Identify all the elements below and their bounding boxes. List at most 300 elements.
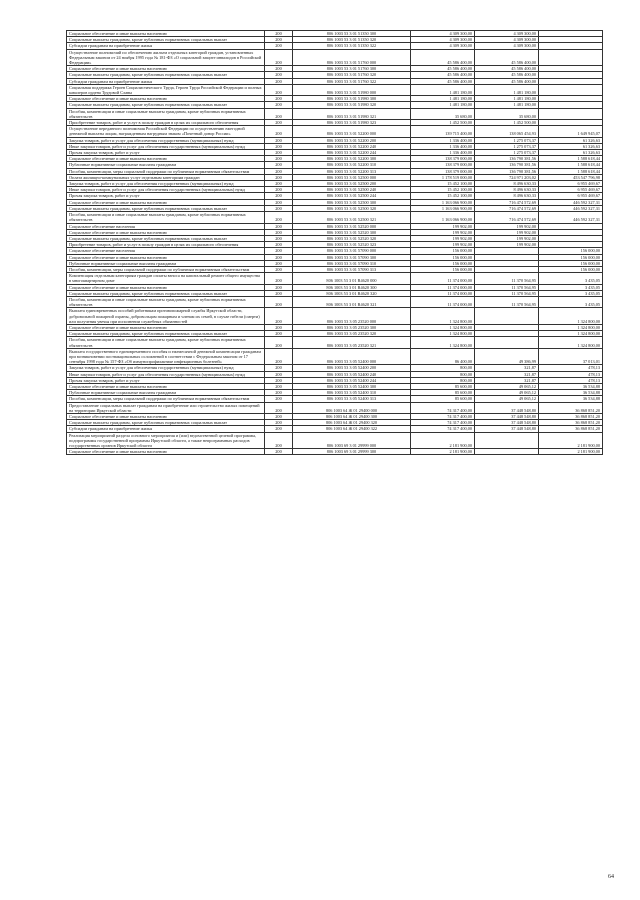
cell-ministry: 200 <box>265 402 293 413</box>
cell-code: 806 1003 53 3 01 52500 321 <box>293 212 411 223</box>
cell-executed: 36 868 851,20 <box>539 420 603 426</box>
table-row <box>67 337 603 348</box>
cell-code: 806 1003 53 3 01 52500 300 <box>293 199 411 205</box>
cell-plan: 4 309 300,00 <box>411 31 475 37</box>
cell-name: Субсидии гражданам на приобретение жилья <box>67 78 265 84</box>
cell-executed: 1 324 800,00 <box>539 331 603 337</box>
cell-code: 806 1003 64 Ж 01 29400 320 <box>293 420 411 426</box>
cell-name: Выплата единовременных пособий работникам противопожарной службы Иркутской области, добровольной пожарной охраны, добровольцам пожарным и членам их семей, в случае гибели (смерти) или получения увечья при исполнении служебных обязанностей <box>67 308 265 325</box>
cell-code: 806 1003 53 3 01 51980 323 <box>293 120 411 126</box>
cell-executed: 36 868 851,20 <box>539 402 603 413</box>
cell-approved: 716 474 572,69 <box>475 212 539 223</box>
cell-plan: 156 000,00 <box>411 260 475 266</box>
cell-name: Выплата государственного единовременного пособия и ежемесячной денежной компенсации гражданам при возникновении поствакцинальных осложнений в соответствии с Федеральным законом от 17 сентября 1998 года № 157-ФЗ «Об иммунопрофилактике инфекционных болезней» <box>67 348 265 365</box>
cell-plan: 156 000,00 <box>411 248 475 254</box>
cell-name: Социальное обеспечение и иные выплаты населению <box>67 324 265 330</box>
cell-executed: 2 181 900,00 <box>539 432 603 449</box>
cell-code: 806 1003 53 3 01 51350 322 <box>293 43 411 49</box>
cell-approved: 4 309 300,00 <box>475 31 539 37</box>
cell-plan: 1 324 800,00 <box>411 337 475 348</box>
table-row <box>67 402 603 413</box>
cell-code: 806 1003 53 3 01 51980 300 <box>293 96 411 102</box>
cell-executed: 478,13 <box>539 371 603 377</box>
table-row <box>67 168 603 174</box>
cell-name: Осуществление переданного полномочия Российской Федерации по осуществлению ежегодной денежной выплаты лицам, награжденным нагрудным знаком «Почетный донор России» <box>67 126 265 137</box>
table-row <box>67 420 603 426</box>
cell-name: Социальная поддержка Героев Социалистического Труда, Героев Труда Российской Федерации и полных кавалеров ордена Трудовой Славы <box>67 84 265 95</box>
cell-code: 806 1003 53 3 01 52520 323 <box>293 242 411 248</box>
cell-name: Социальное обеспечение и иные выплаты населению <box>67 284 265 290</box>
cell-ministry: 200 <box>265 235 293 241</box>
cell-approved: 49 065,12 <box>475 390 539 396</box>
cell-ministry: 200 <box>265 126 293 137</box>
cell-approved: 45 586 400,00 <box>475 49 539 66</box>
cell-code: 806 1003 53 3 05 52400 200 <box>293 365 411 371</box>
cell-ministry: 200 <box>265 187 293 193</box>
cell-executed: 1 588 618,44 <box>539 162 603 168</box>
cell-code: 806 1003 53 3 01 52200 313 <box>293 168 411 174</box>
cell-code: 806 1003 53 3 01 52200 240 <box>293 143 411 149</box>
cell-plan: 1 481 180,00 <box>411 102 475 108</box>
cell-name: Прочая закупка товаров, работ и услуг <box>67 150 265 156</box>
table-row <box>67 156 603 162</box>
table-row <box>67 174 603 180</box>
table-row <box>67 37 603 43</box>
table-row <box>67 126 603 137</box>
cell-executed: 156 000,00 <box>539 266 603 272</box>
cell-plan: 138 379 000,00 <box>411 156 475 162</box>
cell-name: Социальное обеспечение и иные выплаты населению <box>67 199 265 205</box>
table-row <box>67 273 603 284</box>
cell-plan: 85 600,00 <box>411 383 475 389</box>
cell-executed: 478,13 <box>539 365 603 371</box>
table-row <box>67 143 603 149</box>
cell-code: 806 1003 53 3 01 51980 000 <box>293 84 411 95</box>
cell-code: 806 1003 53 3 01 R4620 321 <box>293 296 411 307</box>
cell-ministry: 200 <box>265 414 293 420</box>
cell-ministry: 200 <box>265 156 293 162</box>
cell-plan: 74 317 400,00 <box>411 414 475 420</box>
cell-code: 806 1003 53 3 01 51760 322 <box>293 78 411 84</box>
cell-approved: 199 902,00 <box>475 223 539 229</box>
cell-ministry: 200 <box>265 273 293 284</box>
cell-ministry: 200 <box>265 432 293 449</box>
cell-ministry: 200 <box>265 449 293 455</box>
cell-approved: 35 680,00 <box>475 108 539 119</box>
table-row <box>67 284 603 290</box>
cell-approved: 716 474 572,69 <box>475 205 539 211</box>
cell-ministry: 200 <box>265 331 293 337</box>
cell-approved: 136 790 381,56 <box>475 162 539 168</box>
cell-name: Социальные выплаты гражданам, кроме публичных нормативных социальных выплат <box>67 102 265 108</box>
cell-code: 806 1003 53 3 05 52400 313 <box>293 396 411 402</box>
cell-code: 806 1003 53 3 05 52400 000 <box>293 348 411 365</box>
cell-approved: 321,87 <box>475 371 539 377</box>
cell-code: 806 1003 53 3 05 23520 000 <box>293 308 411 325</box>
cell-ministry: 200 <box>265 199 293 205</box>
cell-ministry: 200 <box>265 248 293 254</box>
cell-code: 806 1003 53 3 05 52400 240 <box>293 371 411 377</box>
cell-name: Социальное обеспечение и иные выплаты населению <box>67 31 265 37</box>
table-row <box>67 43 603 49</box>
cell-name: Пособия, компенсации и иные социальные выплаты гражданам, кроме публичных нормативных обязательств <box>67 108 265 119</box>
cell-plan: 1 336 400,00 <box>411 137 475 143</box>
cell-plan: 1 336 400,00 <box>411 150 475 156</box>
cell-code: 806 1003 64 Ж 01 29400 300 <box>293 414 411 420</box>
cell-ministry: 200 <box>265 324 293 330</box>
cell-ministry: 200 <box>265 150 293 156</box>
cell-code: 806 1003 53 3 01 57090 000 <box>293 248 411 254</box>
cell-executed: 1 324 800,00 <box>539 324 603 330</box>
cell-name: Иные закупки товаров, работ и услуг для обеспечения государственных (муниципальных) нужд <box>67 371 265 377</box>
cell-plan: 2 181 900,00 <box>411 432 475 449</box>
cell-ministry: 200 <box>265 390 293 396</box>
cell-code: 806 1003 53 3 01 52200 310 <box>293 162 411 168</box>
cell-approved: 49 065,12 <box>475 383 539 389</box>
cell-executed: 156 000,00 <box>539 260 603 266</box>
cell-name: Публичные нормативные социальные выплаты гражданам <box>67 260 265 266</box>
cell-code: 806 1003 53 3 01 51350 320 <box>293 37 411 43</box>
cell-code: 806 1003 53 3 01 52500 244 <box>293 193 411 199</box>
cell-plan: 800,00 <box>411 377 475 383</box>
table-row <box>67 449 603 455</box>
table-row <box>67 235 603 241</box>
cell-approved: 724 971 203,02 <box>475 174 539 180</box>
cell-name: Субсидии гражданам на приобретение жилья <box>67 43 265 49</box>
cell-executed: 2 181 900,00 <box>539 449 603 455</box>
cell-ministry: 200 <box>265 229 293 235</box>
cell-approved: 136 790 381,56 <box>475 156 539 162</box>
cell-name: Приобретение товаров, работ и услуг в пользу граждан в целях их социального обеспечения <box>67 242 265 248</box>
cell-executed <box>539 49 603 66</box>
cell-name: Пособия, компенсации и иные социальные выплаты гражданам, кроме публичных нормативных обязательств <box>67 212 265 223</box>
cell-plan: 45 586 400,00 <box>411 78 475 84</box>
cell-executed: 3 435,05 <box>539 290 603 296</box>
cell-code: 806 1003 53 3 01 52200 000 <box>293 126 411 137</box>
cell-code: 806 1003 53 3 01 R4620 300 <box>293 284 411 290</box>
cell-ministry: 200 <box>265 181 293 187</box>
cell-code: 806 1003 53 3 01 52200 200 <box>293 137 411 143</box>
cell-plan: 85 600,00 <box>411 396 475 402</box>
cell-ministry: 200 <box>265 260 293 266</box>
cell-approved: 138 065 454,93 <box>475 126 539 137</box>
cell-executed: 156 000,00 <box>539 254 603 260</box>
budget-report-sheet <box>66 30 602 455</box>
cell-plan: 74 317 400,00 <box>411 402 475 413</box>
cell-approved: 4 309 300,00 <box>475 43 539 49</box>
cell-name: Социальное обеспечение и иные выплаты населению <box>67 96 265 102</box>
cell-code: 806 1003 53 3 01 52200 300 <box>293 156 411 162</box>
table-row <box>67 120 603 126</box>
cell-approved: 11 370 564,95 <box>475 284 539 290</box>
cell-code: 806 1003 53 3 05 52400 300 <box>293 383 411 389</box>
table-row <box>67 102 603 108</box>
cell-ministry: 200 <box>265 108 293 119</box>
cell-ministry: 200 <box>265 193 293 199</box>
table-row <box>67 390 603 396</box>
cell-ministry: 200 <box>265 72 293 78</box>
cell-code: 806 1003 53 3 01 R4620 320 <box>293 290 411 296</box>
cell-plan: 35 680,00 <box>411 108 475 119</box>
cell-executed: 1 588 618,44 <box>539 156 603 162</box>
cell-code: 806 1003 53 3 01 52500 320 <box>293 205 411 211</box>
cell-name: Пособия, компенсации и иные социальные выплаты гражданам, кроме публичных нормативных обязательств <box>67 296 265 307</box>
cell-executed: 36 534,88 <box>539 383 603 389</box>
cell-executed: 61 326,63 <box>539 143 603 149</box>
cell-approved: 45 586 400,00 <box>475 78 539 84</box>
cell-plan: 45 586 400,00 <box>411 66 475 72</box>
cell-approved: 716 474 572,69 <box>475 199 539 205</box>
table-row <box>67 396 603 402</box>
cell-approved: 136 790 381,56 <box>475 168 539 174</box>
cell-ministry: 200 <box>265 96 293 102</box>
cell-approved: 8 496 630,33 <box>475 181 539 187</box>
cell-plan: 74 317 400,00 <box>411 426 475 432</box>
table-row <box>67 66 603 72</box>
cell-plan: 1 324 800,00 <box>411 308 475 325</box>
cell-ministry: 200 <box>265 84 293 95</box>
cell-plan: 1 163 066 900,00 <box>411 212 475 223</box>
cell-ministry: 200 <box>265 162 293 168</box>
cell-approved: 321,87 <box>475 377 539 383</box>
cell-approved: 8 496 630,33 <box>475 187 539 193</box>
cell-name: Социальные выплаты гражданам, кроме публичных нормативных социальных выплат <box>67 205 265 211</box>
cell-code: 806 1003 53 3 01 51980 320 <box>293 102 411 108</box>
cell-ministry: 200 <box>265 308 293 325</box>
cell-name: Социальное обеспечение и иные выплаты населению <box>67 254 265 260</box>
cell-plan: 199 902,00 <box>411 229 475 235</box>
table-row <box>67 348 603 365</box>
cell-name: Пособия, компенсации и иные социальные выплаты гражданам, кроме публичных нормативных обязательств <box>67 337 265 348</box>
cell-name: Субсидии гражданам на приобретение жилья <box>67 426 265 432</box>
cell-approved: 45 586 400,00 <box>475 72 539 78</box>
cell-approved <box>475 432 539 449</box>
cell-executed: 3 435,05 <box>539 284 603 290</box>
cell-approved: 11 370 564,95 <box>475 296 539 307</box>
cell-name: Публичные нормативные социальные выплаты гражданам <box>67 390 265 396</box>
cell-name: Социальное обеспечение населения <box>67 223 265 229</box>
cell-code: 806 1003 53 3 01 52200 244 <box>293 150 411 156</box>
cell-executed: 37 013,01 <box>539 348 603 365</box>
cell-ministry: 200 <box>265 223 293 229</box>
cell-executed: 478,13 <box>539 377 603 383</box>
table-row <box>67 96 603 102</box>
cell-plan: 199 902,00 <box>411 235 475 241</box>
cell-plan: 1 481 180,00 <box>411 96 475 102</box>
cell-plan: 1 452 500,00 <box>411 120 475 126</box>
cell-code: 806 1003 53 3 01 52500 200 <box>293 181 411 187</box>
cell-ministry: 200 <box>265 49 293 66</box>
cell-ministry: 200 <box>265 426 293 432</box>
table-row <box>67 432 603 449</box>
cell-code: 806 1003 53 3 01 51760 320 <box>293 72 411 78</box>
cell-ministry: 200 <box>265 120 293 126</box>
cell-approved: 321,87 <box>475 365 539 371</box>
cell-ministry: 200 <box>265 383 293 389</box>
cell-executed: 61 326,63 <box>539 150 603 156</box>
cell-plan: 138 379 000,00 <box>411 168 475 174</box>
cell-executed: 1 588 618,44 <box>539 168 603 174</box>
cell-name: Прочая закупка товаров, работ и услуг <box>67 193 265 199</box>
cell-executed: 6 955 469,67 <box>539 193 603 199</box>
cell-ministry: 200 <box>265 143 293 149</box>
cell-approved: 1 275 073,37 <box>475 143 539 149</box>
cell-code: 806 1003 53 3 01 51760 000 <box>293 49 411 66</box>
cell-plan: 138 379 000,00 <box>411 162 475 168</box>
cell-approved <box>475 308 539 325</box>
cell-code: 806 1003 53 3 05 52400 310 <box>293 390 411 396</box>
cell-code: 806 1003 64 Ж 01 29400 322 <box>293 426 411 432</box>
cell-plan: 11 374 000,00 <box>411 290 475 296</box>
cell-plan: 11 374 000,00 <box>411 296 475 307</box>
cell-name: Приобретение товаров, работ и услуг в пользу граждан в целях их социального обеспечения <box>67 120 265 126</box>
cell-plan: 139 715 400,00 <box>411 126 475 137</box>
cell-code: 806 1003 53 3 01 52520 300 <box>293 229 411 235</box>
cell-code: 806 1003 53 3 05 23520 321 <box>293 337 411 348</box>
cell-ministry: 200 <box>265 43 293 49</box>
cell-plan: 4 309 300,00 <box>411 43 475 49</box>
cell-plan: 1 481 180,00 <box>411 84 475 95</box>
cell-plan: 4 309 300,00 <box>411 37 475 43</box>
table-row <box>67 187 603 193</box>
cell-ministry: 200 <box>265 137 293 143</box>
table-row <box>67 31 603 37</box>
table-row <box>67 108 603 119</box>
cell-plan: 199 902,00 <box>411 223 475 229</box>
cell-plan: 1 178 519 000,00 <box>411 174 475 180</box>
table-row <box>67 137 603 143</box>
cell-plan: 1 163 066 900,00 <box>411 205 475 211</box>
cell-ministry: 200 <box>265 102 293 108</box>
cell-plan: 86 400,00 <box>411 348 475 365</box>
cell-code: 806 1003 53 3 01 52520 320 <box>293 235 411 241</box>
cell-approved: 11 370 564,95 <box>475 273 539 284</box>
cell-executed: 446 592 327,31 <box>539 212 603 223</box>
cell-plan: 1 336 400,00 <box>411 143 475 149</box>
cell-name: Социальное обеспечение населения <box>67 248 265 254</box>
cell-approved: 199 902,00 <box>475 229 539 235</box>
cell-ministry: 200 <box>265 168 293 174</box>
cell-executed <box>539 84 603 95</box>
cell-executed: 36 868 851,20 <box>539 426 603 432</box>
cell-code: 806 1003 53 3 05 52400 244 <box>293 377 411 383</box>
cell-approved: 37 448 548,80 <box>475 426 539 432</box>
table-row <box>67 162 603 168</box>
cell-ministry: 200 <box>265 290 293 296</box>
cell-name: Пособия, компенсации, меры социальной поддержки по публичным нормативным обязательствам <box>67 266 265 272</box>
cell-code: 806 1003 69 3 01 29999 000 <box>293 432 411 449</box>
cell-ministry: 200 <box>265 205 293 211</box>
cell-code: 806 1003 53 3 01 57090 300 <box>293 254 411 260</box>
cell-executed: 453 547 796,98 <box>539 174 603 180</box>
cell-code: 806 1003 69 3 01 29999 300 <box>293 449 411 455</box>
cell-code: 806 1003 53 3 01 57090 310 <box>293 260 411 266</box>
cell-plan: 85 600,00 <box>411 390 475 396</box>
cell-plan: 1 163 066 900,00 <box>411 199 475 205</box>
cell-code: 806 1003 53 3 01 52500 240 <box>293 187 411 193</box>
cell-approved <box>475 449 539 455</box>
cell-ministry: 200 <box>265 78 293 84</box>
cell-approved: 199 902,00 <box>475 235 539 241</box>
cell-plan: 800,00 <box>411 371 475 377</box>
cell-ministry: 200 <box>265 266 293 272</box>
cell-approved: 1 275 073,37 <box>475 137 539 143</box>
cell-executed: 6 955 469,67 <box>539 187 603 193</box>
cell-executed: 6 955 469,67 <box>539 181 603 187</box>
cell-name: Социальные выплаты гражданам, кроме публичных нормативных социальных выплат <box>67 420 265 426</box>
cell-plan: 2 181 900,00 <box>411 449 475 455</box>
cell-executed: 61 326,63 <box>539 137 603 143</box>
cell-approved: 49 386,99 <box>475 348 539 365</box>
cell-approved: 37 448 548,80 <box>475 414 539 420</box>
cell-name: Оплата жилищно-коммунальных услуг отдельным категориям граждан <box>67 174 265 180</box>
cell-ministry: 200 <box>265 31 293 37</box>
cell-plan: 1 324 800,00 <box>411 324 475 330</box>
cell-name: Социальные выплаты гражданам, кроме публичных нормативных социальных выплат <box>67 72 265 78</box>
cell-name: Социальные выплаты гражданам, кроме публичных нормативных социальных выплат <box>67 235 265 241</box>
cell-ministry: 200 <box>265 377 293 383</box>
cell-name: Социальное обеспечение и иные выплаты населению <box>67 449 265 455</box>
cell-code: 806 1003 53 3 05 23520 300 <box>293 324 411 330</box>
cell-ministry: 200 <box>265 174 293 180</box>
cell-code: 806 1003 53 3 01 51980 321 <box>293 108 411 119</box>
cell-ministry: 200 <box>265 37 293 43</box>
table-row <box>67 414 603 420</box>
cell-plan: 45 586 400,00 <box>411 49 475 66</box>
cell-plan: 15 452 100,00 <box>411 181 475 187</box>
cell-name: Социальное обеспечение и иные выплаты населению <box>67 156 265 162</box>
cell-code: 806 1003 53 3 01 R4620 000 <box>293 273 411 284</box>
cell-plan: 199 902,00 <box>411 242 475 248</box>
cell-executed <box>539 108 603 119</box>
table-row <box>67 383 603 389</box>
cell-plan: 15 452 100,00 <box>411 193 475 199</box>
cell-executed: 36 534,88 <box>539 396 603 402</box>
cell-name: Осуществление полномочий по обеспечению жильем отдельных категорий граждан, установленных Федеральным законом от 24 ноября 1995 года № 181-ФЗ «О социальной защите инвалидов в Российской Федерации» <box>67 49 265 66</box>
cell-ministry: 200 <box>265 212 293 223</box>
cell-approved: 45 586 400,00 <box>475 66 539 72</box>
table-row <box>67 308 603 325</box>
cell-approved: 199 902,00 <box>475 242 539 248</box>
cell-plan: 11 374 000,00 <box>411 273 475 284</box>
cell-approved: 1 452 500,00 <box>475 120 539 126</box>
cell-name: Социальное обеспечение и иные выплаты населению <box>67 414 265 420</box>
cell-approved: 1 481 180,00 <box>475 102 539 108</box>
cell-ministry: 200 <box>265 66 293 72</box>
table-row <box>67 290 603 296</box>
cell-code: 806 1003 53 3 01 57090 313 <box>293 266 411 272</box>
cell-plan: 800,00 <box>411 365 475 371</box>
cell-approved: 37 448 548,80 <box>475 402 539 413</box>
cell-ministry: 200 <box>265 242 293 248</box>
cell-executed: 1 324 800,00 <box>539 308 603 325</box>
cell-ministry: 200 <box>265 396 293 402</box>
cell-approved <box>475 337 539 348</box>
cell-code: 806 1003 53 3 01 51760 300 <box>293 66 411 72</box>
cell-ministry: 200 <box>265 371 293 377</box>
table-row <box>67 229 603 235</box>
table-body <box>67 31 603 455</box>
cell-ministry: 200 <box>265 365 293 371</box>
cell-name: Социальное обеспечение и иные выплаты населению <box>67 66 265 72</box>
cell-approved: 11 370 564,95 <box>475 290 539 296</box>
cell-executed: 3 435,05 <box>539 296 603 307</box>
table-row <box>67 426 603 432</box>
cell-plan: 15 452 100,00 <box>411 187 475 193</box>
cell-name: Предоставление социальных выплат гражданам на приобретение или строительство жилых помещений на территории Иркутской области <box>67 402 265 413</box>
table-row <box>67 205 603 211</box>
cell-ministry: 200 <box>265 254 293 260</box>
